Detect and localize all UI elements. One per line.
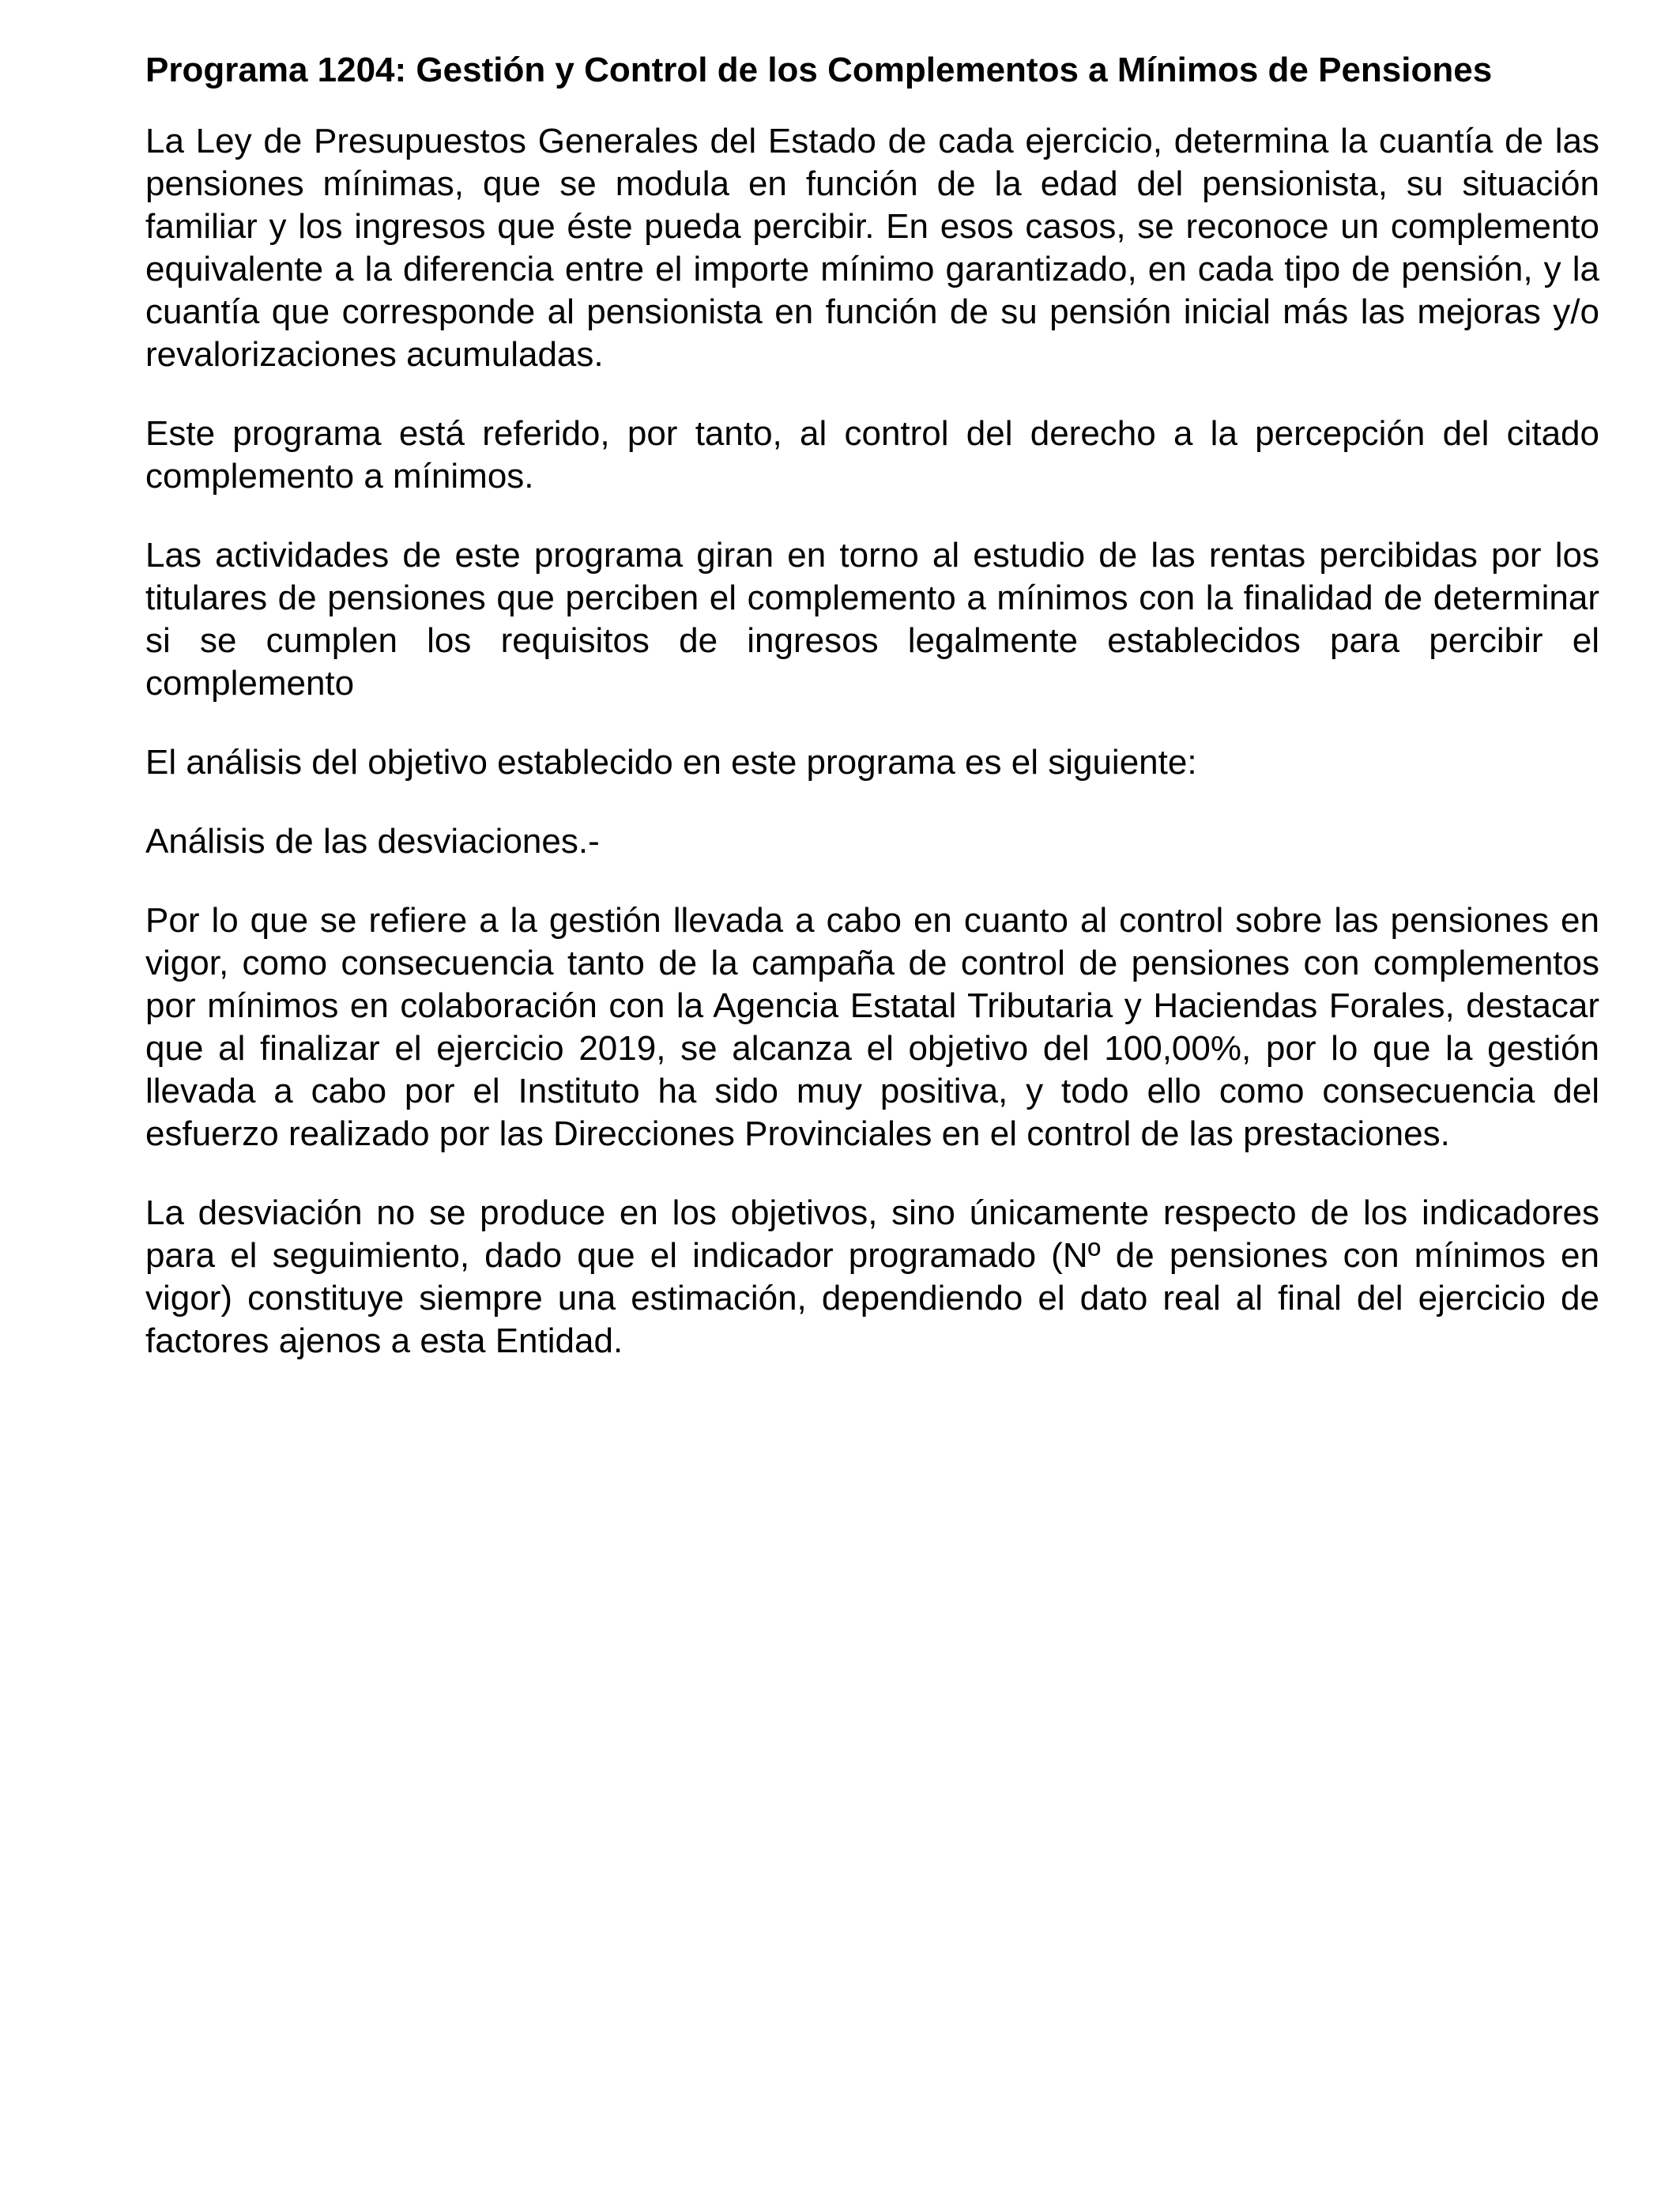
paragraph-control-derecho: Este programa está referido, por tanto, al control del derecho a la percepción del citado complemento a mínimos. — [145, 414, 1599, 496]
paragraph-gestion-control: Por lo que se refiere a la gestión llevada a cabo en cuanto al control sobre las pensiones en vigor, como consecuencia tanto de la campaña de control de pensiones con complementos por mínimos en colaboración con la Agencia Estatal Tributaria y Haciendas Forales, destacar que al finalizar el ejercicio 2019, se alcanza el objetivo del 100,00%, por lo que la gestión llevada a cabo por el Instituto ha sido muy positiva, y todo ello como consecuencia del esfuerzo realizado por las Direcciones Provinciales en el control de las prestaciones. — [145, 901, 1599, 1153]
document-page — [145, 49, 1599, 1399]
paragraph-analisis-desviaciones-heading: Análisis de las desviaciones.- — [145, 822, 600, 861]
paragraph-desviacion-indicadores: La desviación no se produce en los objetivos, sino únicamente respecto de los indicadores para el seguimiento, dado que el indicador programado (Nº de pensiones con mínimos en vigor) constituye siempre una estimación, dependiendo el dato real al final del ejercicio de factores ajenos a esta Entidad. — [145, 1193, 1599, 1360]
document-title: Programa 1204: Gestión y Control de los Complementos a Mínimos de Pensiones — [145, 51, 1493, 89]
paragraph-analisis-objetivo: El análisis del objetivo establecido en este programa es el siguiente: — [145, 743, 1197, 782]
paragraph-pensiones-minimas: La Ley de Presupuestos Generales del Estado de cada ejercicio, determina la cuantía de las pensiones mínimas, que se modula en función de la edad del pensionista, su situación familiar y los ingresos que éste pueda percibir. En esos casos, se reconoce un complemento equivalente a la diferencia entre el importe mínimo garantizado, en cada tipo de pensión, y la cuantía que corresponde al pensionista en función de su pensión inicial más las mejoras y/o revalorizaciones acumuladas. — [145, 122, 1599, 374]
paragraph-actividades: Las actividades de este programa giran en torno al estudio de las rentas percibidas por los titulares de pensiones que perciben el complemento a mínimos con la finalidad de determinar si se cumplen los requisitos de ingresos legalmente establecidos para percibir el complemento — [145, 536, 1599, 703]
